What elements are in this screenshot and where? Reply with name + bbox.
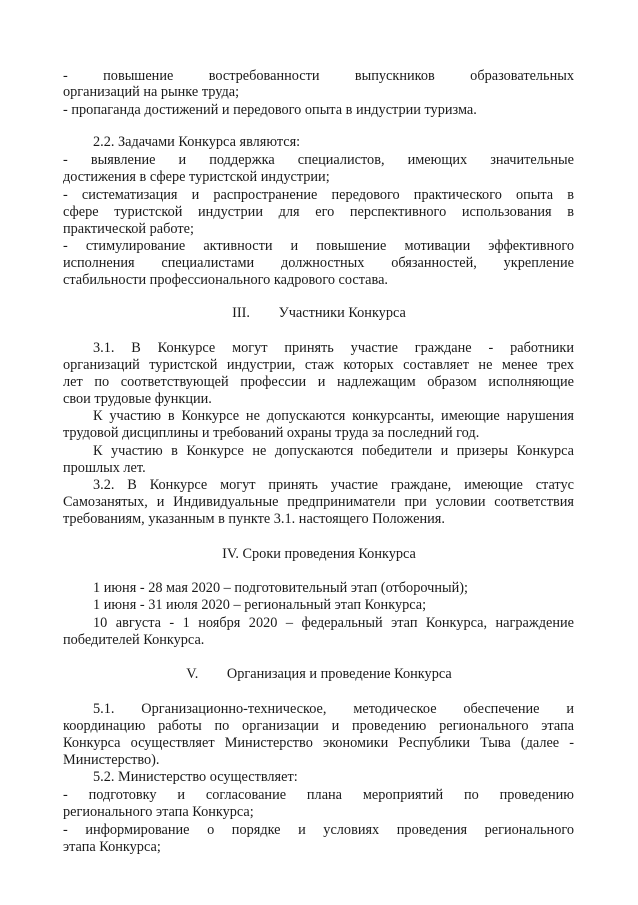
text-line: победителей Конкурса. xyxy=(63,632,205,648)
section-heading-3: III. Участники Конкурса xyxy=(232,305,406,321)
text-line: сфере туристской индустрии для его перспективного использования в xyxy=(63,204,574,220)
text-line: 10 августа - 1 ноября 2020 – федеральный этап Конкурса, награждение xyxy=(93,615,574,631)
text-line: Самозанятых, и Индивидуальные предприниматели при условии соответствия xyxy=(63,494,574,510)
text-line: свои трудовые функции. xyxy=(63,391,212,407)
text-line: исполнения специалистами должностных обязанностей, укрепление xyxy=(63,255,574,271)
text-line: организаций на рынке труда; xyxy=(63,84,240,100)
section-heading-5: V. Организация и проведение Конкурса xyxy=(186,666,452,682)
text-line: координацию работы по организации и проведению регионального этапа xyxy=(63,718,574,734)
paragraph-2-2: 2.2. Задачами Конкурса являются: xyxy=(93,134,301,150)
text-line: 1 июня - 31 июля 2020 – региональный этап Конкурса; xyxy=(93,597,427,613)
text-line: 5.2. Министерство осуществляет: xyxy=(93,769,298,785)
text-line: трудовой дисциплины и требований охраны труда за последний год. xyxy=(63,425,480,441)
text-line: требованиям, указанным в пункте 3.1. настоящего Положения. xyxy=(63,511,445,527)
text-line: этапа Конкурса; xyxy=(63,839,161,855)
text-line: - повышение востребованности выпускников образовательных xyxy=(63,68,574,84)
text-line: - стимулирование активности и повышение мотивации эффективного xyxy=(63,238,574,254)
text-line: - информирование о порядке и условиях проведения регионального xyxy=(63,822,574,838)
text-line: 1 июня - 28 мая 2020 – подготовительный этап (отборочный); xyxy=(93,580,468,596)
text-line: К участию в Конкурсе не допускаются конкурсанты, имеющие нарушения xyxy=(93,408,574,424)
text-line: достижения в сфере туристской индустрии; xyxy=(63,169,330,185)
text-line: 3.2. В Конкурсе могут принять участие граждане, имеющие статус xyxy=(93,477,574,493)
text-line: - выявление и поддержка специалистов, имеющих значительные xyxy=(63,152,574,168)
text-line: - систематизация и распространение передового практического опыта в xyxy=(63,187,574,203)
text-line: практической работе; xyxy=(63,221,194,237)
text-line: лет по соответствующей профессии и надлежащим образом исполняющие xyxy=(63,374,574,390)
text-line: - пропаганда достижений и передового опыта в индустрии туризма. xyxy=(63,102,477,118)
text-line: 5.1. Организационно-техническое, методическое обеспечение и xyxy=(93,701,574,717)
text-line: - подготовку и согласование плана мероприятий по проведению xyxy=(63,787,574,803)
text-line: Конкурса осуществляет Министерство экономики Республики Тыва (далее - xyxy=(63,735,574,751)
text-line: регионального этапа Конкурса; xyxy=(63,804,254,820)
section-heading-4: IV. Сроки проведения Конкурса xyxy=(222,546,416,562)
text-line: 3.1. В Конкурсе могут принять участие граждане - работники xyxy=(93,340,574,356)
text-line: стабильности профессионального кадрового состава. xyxy=(63,272,389,288)
text-line: прошлых лет. xyxy=(63,460,146,476)
text-line: К участию в Конкурсе не допускаются победители и призеры Конкурса xyxy=(93,443,574,459)
text-line: Министерство). xyxy=(63,752,160,768)
text-line: организаций туристской индустрии, стаж которых составляет не менее трех xyxy=(63,357,574,373)
